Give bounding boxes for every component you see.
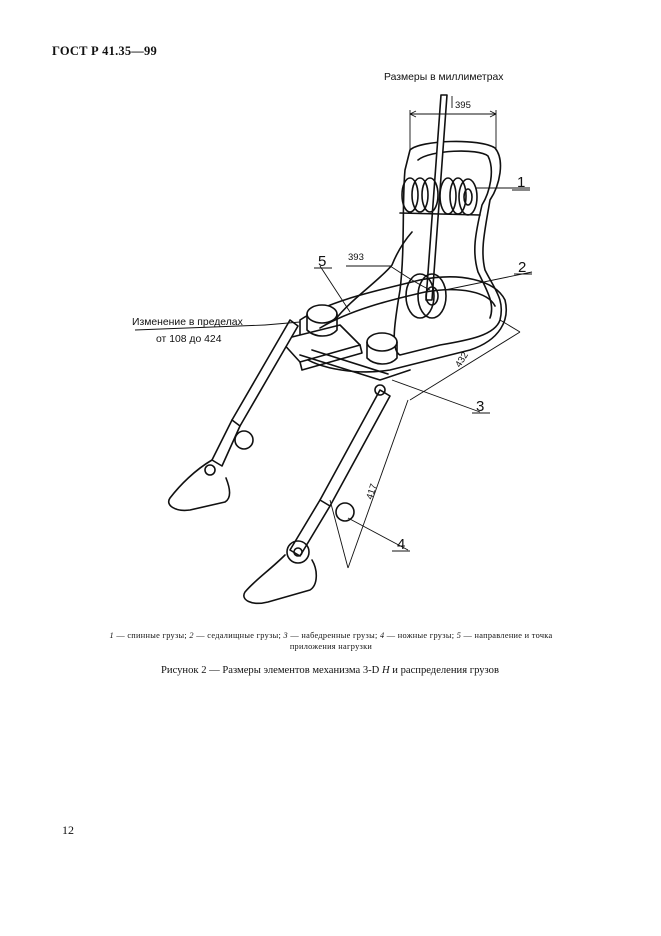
standard-header: ГОСТ Р 41.35—99: [52, 44, 157, 58]
callout-3: 3: [476, 398, 485, 415]
range-label-line1: Изменение в пределах: [132, 317, 243, 328]
right-leg: [320, 390, 390, 506]
range-label-line2: от 108 до 424: [156, 334, 222, 345]
dim-432: 432: [453, 350, 471, 370]
dim-417: 417: [364, 482, 380, 501]
callout-2: 2: [518, 259, 527, 276]
callout-1: 1: [517, 174, 526, 191]
units-note: Размеры в миллиметрах: [384, 72, 504, 83]
dim-393: 393: [348, 252, 364, 263]
torso-rod: [426, 95, 447, 300]
figure-caption: Рисунок 2 — Размеры элементов механизма 3-D H и распределения грузов: [161, 665, 499, 676]
seat-weights-icon: [406, 274, 446, 318]
left-leg: [232, 320, 298, 426]
figure-legend: 1 — спинные грузы; 2 — седалищные грузы; 3 — набедренные грузы; 4 — ножные грузы; 5 — направление и точка приложения нагрузки: [109, 631, 553, 651]
page-number: 12: [62, 823, 74, 837]
back-pan: [394, 141, 501, 355]
dim-width: 395: [455, 100, 471, 111]
seat-pan: [300, 277, 506, 372]
callout-5: 5: [318, 253, 327, 270]
callout-4: 4: [397, 536, 406, 553]
